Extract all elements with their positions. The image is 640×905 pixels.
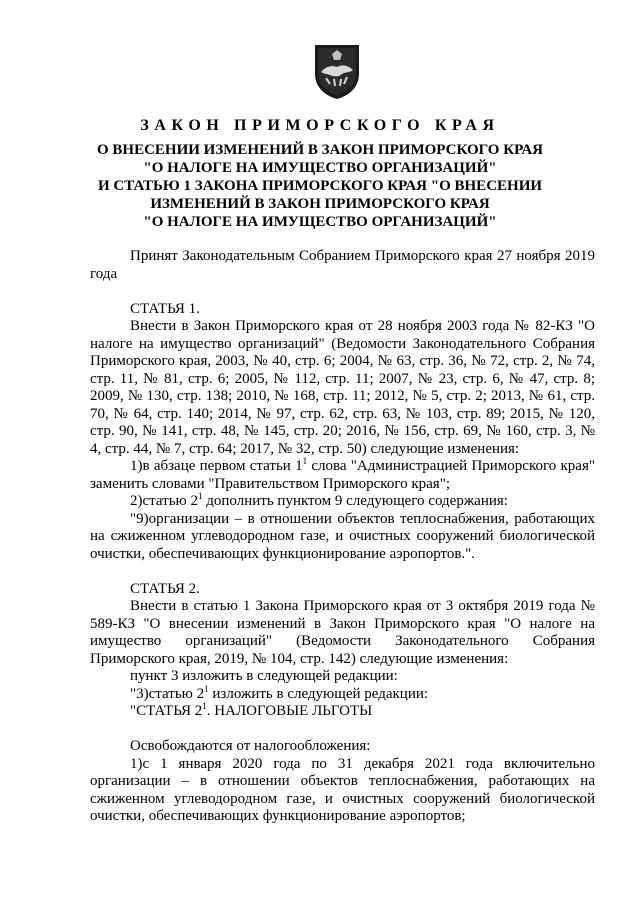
coat-of-arms-emblem: [312, 42, 362, 100]
item-text: изложить в следующей редакции:: [208, 685, 429, 702]
superscript: 1: [204, 683, 209, 694]
subtitle-line: "О НАЛОГЕ НА ИМУЩЕСТВО ОРГАНИЗАЦИЙ": [143, 214, 497, 230]
law-body: [90, 248, 595, 826]
subtitle-line: ИЗМЕНЕНИЙ В ЗАКОН ПРИМОРСКОГО КРАЯ: [150, 196, 490, 212]
subtitle-line: И СТАТЬЮ 1 ЗАКОНА ПРИМОРСКОГО КРАЯ "О ВНЕСЕНИИ: [97, 178, 543, 194]
article-1-item-1: [90, 458, 595, 493]
item-text: "3)статью 2: [130, 685, 205, 702]
item-text: "СТАТЬЯ 2: [130, 703, 203, 719]
article-2-new-heading: [90, 703, 595, 721]
subtitle-line: "О НАЛОГЕ НА ИМУЩЕСТВО ОРГАНИЗАЦИЙ": [143, 160, 497, 176]
superscript: 1: [302, 456, 308, 466]
item-text: 2)статью 2: [130, 493, 199, 509]
article-2-heading: СТАТЬЯ 2.: [130, 580, 200, 597]
article-1-item-2: [90, 493, 595, 511]
item-text: 1)в абзаце первом статьи 1: [130, 458, 303, 474]
article-1-heading: СТАТЬЯ 1.: [130, 300, 200, 317]
item-text: . НАЛОГОВЫЕ ЛЬГОТЫ: [206, 703, 373, 719]
article-1-intro: Внести в Закон Приморского края от 28 ноября 2003 года № 82-КЗ "О налоге на имущество организаций" (Ведомости Законодательного Собрания Приморского края, 2003, № 40, стр. 6; 2004, № 63, стр. 36, № 72, стр. 2, № 74, стр. 11, № 81, стр. 6; 2005, № 112, стр. 11; 2007, № 23, стр. 6, № 47, стр. 8; 2009, № 130, стр. 138; 2010, № 168, стр. 11; 2012, № 5, стр. 2; 2013, № 61, стр. 70, № 64, стр. 140; 2014, № 97, стр. 62, стр. 63, № 103, стр. 89; 2015, № 120, стр. 90, № 141, стр. 48, № 145, стр. 20; 2016, № 156, стр. 69, № 160, стр. 3, № 4, стр. 44, № 7, стр. 64; 2017, № 32, стр. 50) следующие изменения:: [90, 318, 595, 457]
item-text: слова "Администрацией Приморского края" заменить словами "Правительством Приморского края";: [90, 458, 595, 492]
subtitle-line: О ВНЕСЕНИИ ИЗМЕНЕНИЙ В ЗАКОН ПРИМОРСКОГО КРАЯ: [97, 142, 543, 158]
superscript: 1: [198, 491, 203, 501]
superscript: 1: [202, 701, 207, 711]
exemption-item-1: 1)с 1 января 2020 года по 31 декабря 2021 года включительно организации – в отношении объектов теплоснабжения, работающих на сжиженном углеводородном газе, и очистных сооружений биологической очистки, обеспечивающих функционирование аэропортов;: [90, 755, 595, 824]
adoption-note: Принят Законодательным Собранием Приморского края 27 ноября 2019 года: [90, 248, 595, 282]
article-1-item-2-quote: "9)организации – в отношении объектов теплоснабжения, работающих на сжиженном углеводородном газе, и очистных сооружений биологической очистки, обеспечивающих функционирование аэропортов.".: [90, 510, 595, 562]
law-subtitle: [60, 141, 580, 231]
law-title: ЗАКОН ПРИМОРСКОГО КРАЯ: [140, 117, 500, 134]
item-text: дополнить пунктом 9 следующего содержания:: [202, 493, 508, 509]
article-2-point-3: пункт 3 изложить в следующей редакции:: [130, 668, 398, 684]
article-2-quote: [90, 683, 595, 704]
article-2-intro: Внести в статью 1 Закона Приморского края от 3 октября 2019 года № 589-КЗ "О внесении изменений в Закон Приморского края "О налоге на имущество организаций" (Ведомости Законодательного Собрания Приморского края, 2019, № 104, стр. 142) следующие изменения:: [90, 598, 595, 667]
exemption-intro: Освобождаются от налогообложения:: [130, 738, 371, 754]
